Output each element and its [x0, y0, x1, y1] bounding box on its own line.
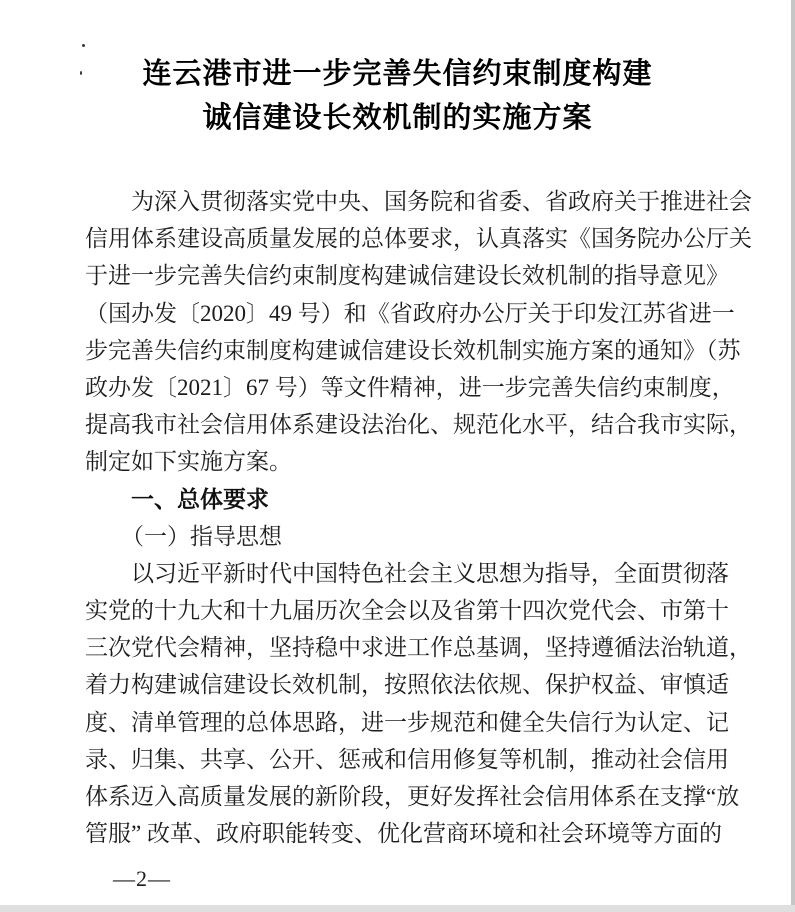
paragraph-2-line: 体系迈入高质量发展的新阶段，更好发挥社会信用体系在支撑“放: [85, 784, 740, 809]
paragraph-1-line: 提高我市社会信用体系建设法治化、规范化水平，结合我市实际，: [85, 412, 752, 438]
paragraph-2-line: 着力构建诚信建设长效机制，按照依法依规、保护权益、审慎适: [85, 672, 729, 698]
page-number: —2—: [113, 866, 171, 891]
title-line-2: 诚信建设长效机制的实施方案: [202, 102, 593, 134]
section-heading-overall-requirements: 一、总体要求: [131, 485, 269, 512]
paragraph-1-line: 为深入贯彻落实党中央、国务院和省委、省政府关于推进社会: [131, 189, 752, 214]
paragraph-2-line: 管服” 改革、政府职能转变、优化营商环境和社会环境等方面的: [85, 821, 722, 847]
paragraph-2-line: 以习近平新时代中国特色社会主义思想为指导，全面贯彻落: [131, 560, 729, 586]
paragraph-2-line: 实党的十九大和十九届历次全会以及省第十四次党代会、市第十: [85, 598, 729, 624]
paragraph-2-line: 录、归集、共享、公开、惩戒和信用修复等机制，推动社会信用: [85, 746, 729, 772]
title-line-1: 连云港市进一步完善失信约束制度构建: [142, 58, 653, 90]
scan-speck: [82, 44, 85, 47]
document-body: [85, 183, 752, 852]
paragraph-2-line: 度、清单管理的总体思路，进一步规范和健全失信行为认定、记: [85, 709, 729, 735]
page-edge-shadow-right: [791, 0, 795, 912]
document-title: [0, 52, 795, 140]
page-edge-shadow-bottom: [0, 905, 795, 912]
paragraph-1-line: 步完善失信约束制度构建诚信建设长效机制实施方案的通知》（苏: [85, 337, 741, 363]
subsection-heading-guiding-ideology: （一）指导思想: [121, 523, 282, 549]
paragraph-1-line: 于进一步完善失信约束制度构建诚信建设长效机制的指导意见》: [85, 263, 729, 289]
paragraph-1-line: 信用体系建设高质量发展的总体要求，认真落实《国务院办公厅关: [85, 226, 752, 252]
paragraph-1-line: 政办发〔2021〕67 号）等文件精神，进一步完善失信约束制度，: [85, 374, 735, 400]
paragraph-1-line: 制定如下实施方案。: [85, 449, 292, 475]
paragraph-1-line: （国办发〔2020〕49 号）和《省政府办公厅关于印发江苏省进一: [85, 300, 735, 326]
paragraph-2-line: 三次党代会精神，坚持稳中求进工作总基调，坚持遵循法治轨道，: [85, 635, 752, 661]
scan-speck: [80, 71, 82, 75]
